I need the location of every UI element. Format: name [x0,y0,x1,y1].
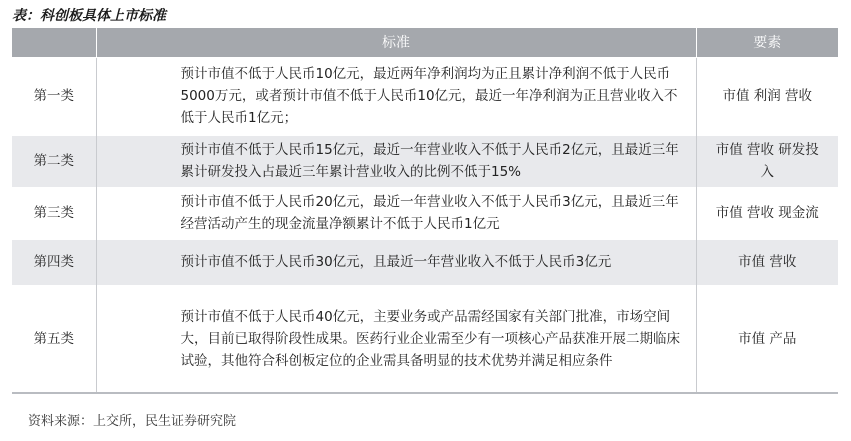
row-requirement: 市值 产品 [696,285,838,393]
row-standard: 预计市值不低于人民币10亿元，最近两年净利润均为正且累计净利润不低于人民币5000万元，或者预计市值不低于人民币10亿元，最近一年净利润为正且营业收入不低于人民币1亿元； [96,57,696,135]
header-requirement: 要素 [696,28,838,57]
row-requirement: 市值 营收 [696,239,838,285]
row-standard: 预计市值不低于人民币15亿元，最近一年营业收入不低于人民币2亿元，且最近三年累计研发投入占最近三年累计营业收入的比例不低于15% [96,135,696,187]
table-title: 表：科创板具体上市标准 [12,8,166,24]
row-type: 第四类 [12,239,96,285]
table-row [12,285,838,393]
row-type: 第三类 [12,187,96,239]
table-row [12,187,838,239]
row-standard: 预计市值不低于人民币30亿元，且最近一年营业收入不低于人民币3亿元 [96,239,696,285]
row-type: 第二类 [12,135,96,187]
row-type: 第一类 [12,57,96,135]
row-requirement: 市值 利润 营收 [696,57,838,135]
table-row [12,57,838,135]
source-note: 资料来源：上交所，民生证券研究院 [28,414,237,429]
listing-standards-table [12,28,838,394]
row-requirement: 市值 营收 研发投入 [696,135,838,187]
row-requirement: 市值 营收 现金流 [696,187,838,239]
row-standard: 预计市值不低于人民币40亿元，主要业务或产品需经国家有关部门批准，市场空间大，目前已取得阶段性成果。医药行业企业需至少有一项核心产品获准开展二期临床试验，其他符合科创板定位的企业需具备明显的技术优势并满足相应条件 [96,285,696,393]
table-row [12,239,838,285]
table-row [12,135,838,187]
row-standard: 预计市值不低于人民币20亿元，最近一年营业收入不低于人民币3亿元，且最近三年经营活动产生的现金流量净额累计不低于人民币1亿元 [96,187,696,239]
header-standard: 标准 [96,28,696,57]
header-type [12,28,96,57]
row-type: 第五类 [12,285,96,393]
table-header-row [12,28,838,57]
